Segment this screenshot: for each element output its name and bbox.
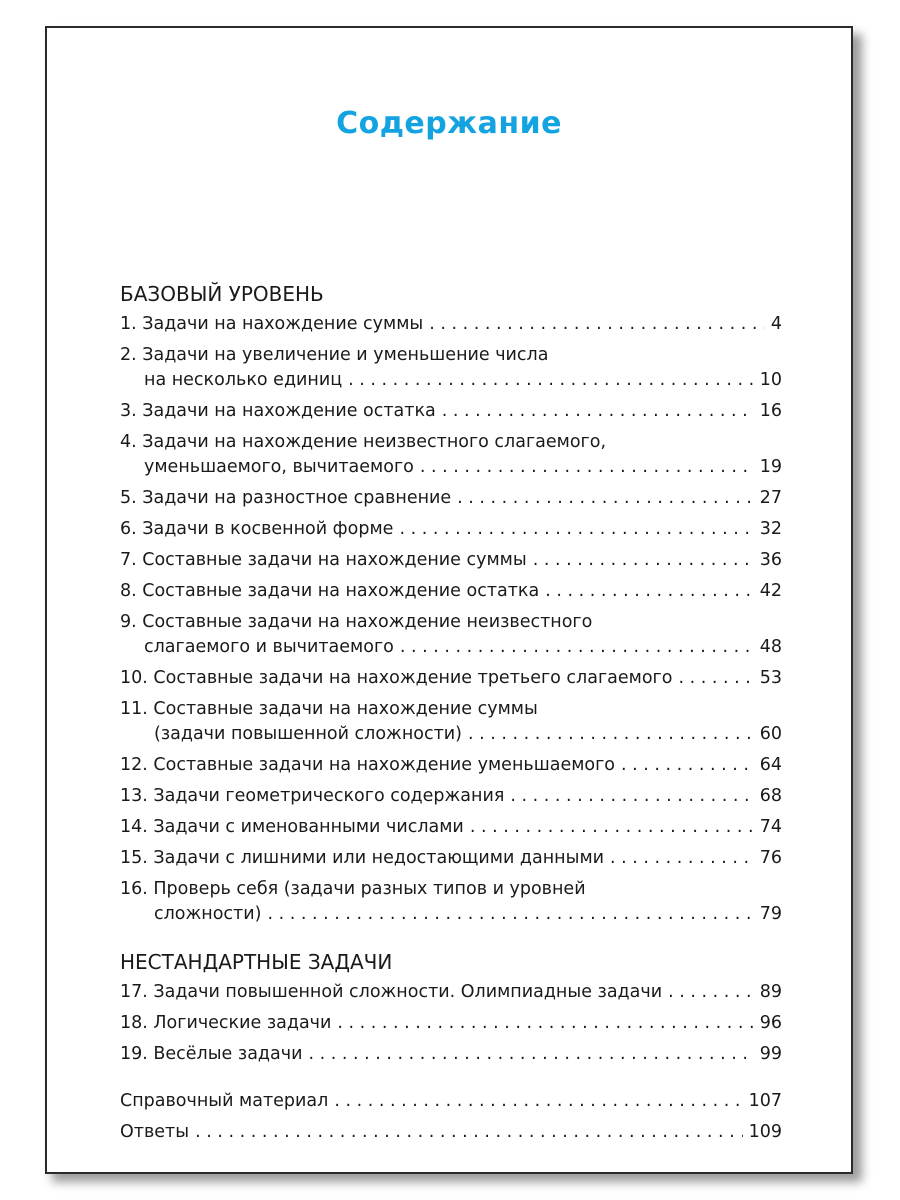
- toc-entry[interactable]: [120, 980, 782, 1005]
- toc-page-number: 99: [759, 1044, 782, 1064]
- toc-entry[interactable]: [120, 1089, 782, 1114]
- toc-entry[interactable]: [120, 815, 782, 840]
- dot-leader: [668, 980, 754, 1005]
- toc-page-number: 42: [759, 581, 782, 601]
- dot-leader: [470, 815, 754, 840]
- toc-page-number: 53: [759, 668, 782, 688]
- toc-entry-text: 2. Задачи на увеличение и уменьшение числа: [120, 345, 549, 365]
- toc-entry-text: 15. Задачи с лишними или недостающими данными: [120, 848, 605, 868]
- page-title: Содержание: [336, 106, 562, 141]
- toc-page-number: 32: [759, 519, 782, 539]
- toc-entry-text: слагаемого и вычитаемого: [144, 637, 394, 657]
- toc-entry-text: Ответы: [120, 1122, 190, 1142]
- toc-page-number: 68: [759, 786, 782, 806]
- toc-entry[interactable]: [120, 399, 782, 424]
- toc-entry-text: уменьшаемого, вычитаемого: [144, 457, 414, 477]
- toc-entry-text: 11. Составные задачи на нахождение суммы: [120, 699, 538, 719]
- toc-page-number: 36: [759, 550, 782, 570]
- toc-entry-text: 10. Составные задачи на нахождение третьего слагаемого: [120, 668, 673, 688]
- toc-page-number: 4: [770, 314, 782, 334]
- toc-entry[interactable]: [120, 846, 782, 871]
- toc-page-number: 16: [759, 401, 782, 421]
- dot-leader: [334, 1089, 742, 1114]
- toc-entry-text: 8. Составные задачи на нахождение остатка: [120, 581, 540, 601]
- dot-leader: [429, 312, 765, 337]
- dot-leader: [420, 455, 754, 480]
- toc-entry-text: 4. Задачи на нахождение неизвестного слагаемого,: [120, 432, 607, 452]
- toc-page-number: 74: [759, 817, 782, 837]
- toc-entry[interactable]: [120, 877, 782, 927]
- dot-leader: [621, 753, 754, 778]
- toc-entry[interactable]: [120, 697, 782, 747]
- toc-entry-text: 19. Весёлые задачи: [120, 1044, 303, 1064]
- dot-leader: [308, 1042, 753, 1067]
- toc-entry[interactable]: [120, 1011, 782, 1036]
- toc-page-number: 107: [748, 1091, 782, 1111]
- toc-page-number: 19: [759, 457, 782, 477]
- toc-entry[interactable]: [120, 579, 782, 604]
- toc-entry-text: 6. Задачи в косвенной форме: [120, 519, 394, 539]
- toc-entry[interactable]: [120, 1042, 782, 1067]
- toc-entry[interactable]: [120, 784, 782, 809]
- toc-entry[interactable]: [120, 548, 782, 573]
- dot-leader: [267, 902, 753, 927]
- dot-leader: [457, 486, 754, 511]
- toc-page-number: 96: [759, 1013, 782, 1033]
- toc-entry-text: (задачи повышенной сложности): [154, 724, 462, 744]
- toc-entry[interactable]: [120, 666, 782, 691]
- section-title: НЕСТАНДАРТНЫЕ ЗАДАЧИ: [120, 950, 393, 974]
- toc-page-number: 48: [759, 637, 782, 657]
- toc-entry[interactable]: [120, 430, 782, 480]
- toc-page-number: 60: [759, 724, 782, 744]
- toc-page-number: 27: [759, 488, 782, 508]
- table-of-contents: [120, 281, 782, 1151]
- extras-block: [120, 1089, 782, 1145]
- toc-entry[interactable]: [120, 312, 782, 337]
- dot-leader: [610, 846, 754, 871]
- toc-entry[interactable]: [120, 753, 782, 778]
- book-page: [45, 26, 853, 1174]
- toc-entry[interactable]: [120, 610, 782, 660]
- toc-entry[interactable]: [120, 517, 782, 542]
- section-title: БАЗОВЫЙ УРОВЕНЬ: [120, 282, 324, 306]
- toc-entry-text: 18. Логические задачи: [120, 1013, 332, 1033]
- toc-entry[interactable]: [120, 1120, 782, 1145]
- toc-entry-text: Справочный материал: [120, 1091, 329, 1111]
- toc-entry-text: сложности): [154, 904, 262, 924]
- toc-page-number: 10: [759, 370, 782, 390]
- dot-leader: [400, 635, 754, 660]
- toc-page-number: 79: [759, 904, 782, 924]
- toc-entry-text: 5. Задачи на разностное сравнение: [120, 488, 452, 508]
- toc-entry-text: 3. Задачи на нахождение остатка: [120, 401, 436, 421]
- toc-entry-text: 12. Составные задачи на нахождение уменьшаемого: [120, 755, 616, 775]
- toc-entry-text: 14. Задачи с именованными числами: [120, 817, 464, 837]
- toc-entry[interactable]: [120, 486, 782, 511]
- toc-entry[interactable]: [120, 343, 782, 393]
- toc-entry-text: 9. Составные задачи на нахождение неизвестного: [120, 612, 593, 632]
- dot-leader: [348, 368, 754, 393]
- toc-entry-text: 17. Задачи повышенной сложности. Олимпиадные задачи: [120, 982, 663, 1002]
- toc-entry-text: 7. Составные задачи на нахождение суммы: [120, 550, 527, 570]
- toc-entry-text: 16. Проверь себя (задачи разных типов и уровней: [120, 879, 586, 899]
- dot-leader: [399, 517, 753, 542]
- dot-leader: [545, 579, 753, 604]
- toc-page-number: 76: [759, 848, 782, 868]
- dot-leader: [468, 722, 754, 747]
- toc-entry-text: на несколько единиц: [144, 370, 343, 390]
- dot-leader: [533, 548, 754, 573]
- toc-page-number: 89: [759, 982, 782, 1002]
- dot-leader: [442, 399, 754, 424]
- toc-entry-text: 1. Задачи на нахождение суммы: [120, 314, 424, 334]
- toc-page-number: 109: [748, 1122, 782, 1142]
- dot-leader: [337, 1011, 753, 1036]
- toc-entry-text: 13. Задачи геометрического содержания: [120, 786, 505, 806]
- dot-leader: [195, 1120, 743, 1145]
- dot-leader: [510, 784, 753, 809]
- dot-leader: [678, 666, 753, 691]
- toc-page-number: 64: [759, 755, 782, 775]
